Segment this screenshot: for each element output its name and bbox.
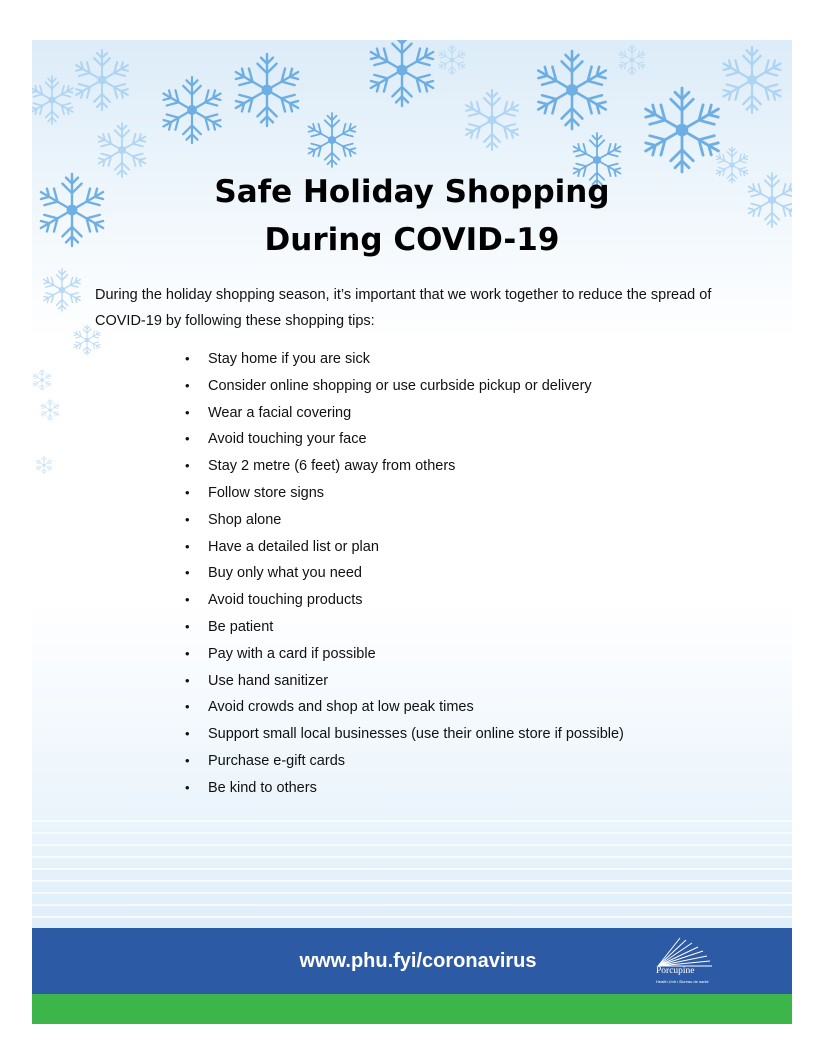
bullet-icon: • xyxy=(185,645,190,661)
intro-paragraph: During the holiday shopping season, it’s important that we work together to reduce the spread of COVID-19 by following these shopping tips: xyxy=(95,287,712,329)
bullet-icon: • xyxy=(185,726,190,742)
tip-text: Have a detailed list or plan xyxy=(208,538,379,555)
tip-text: Purchase e-gift cards xyxy=(208,752,346,769)
tip-text: Stay home if you are sick xyxy=(208,351,370,367)
tip-item xyxy=(185,560,624,587)
bullet-icon: • xyxy=(185,779,190,795)
page-title xyxy=(32,168,792,264)
tip-text: Use hand sanitizer xyxy=(208,672,329,689)
tip-text: Consider online shopping or use curbside pickup or delivery xyxy=(208,377,592,394)
porcupine-logo xyxy=(654,936,754,988)
footer-green-stripe xyxy=(32,994,792,1024)
tip-item xyxy=(185,373,624,400)
bullet-icon: • xyxy=(185,404,190,420)
background-stripes xyxy=(32,820,792,930)
tip-text: Be patient xyxy=(208,618,274,635)
tip-text: Stay 2 metre (6 feet) away from others xyxy=(208,458,456,475)
tip-item xyxy=(185,534,624,561)
logo-name: Porcupine xyxy=(656,966,695,976)
bullet-icon: • xyxy=(185,565,190,581)
tip-item xyxy=(185,775,624,802)
tip-item xyxy=(185,507,624,534)
tip-text: Avoid crowds and shop at low peak times xyxy=(208,699,474,716)
tip-text: Avoid touching products xyxy=(208,592,363,609)
bullet-icon: • xyxy=(185,431,190,447)
tip-item xyxy=(185,453,624,480)
tip-item xyxy=(185,694,624,721)
title-line-2: During COVID-19 xyxy=(264,222,560,258)
tip-text: Be kind to others xyxy=(208,779,317,796)
title-line-1: Safe Holiday Shopping xyxy=(214,174,610,210)
footer-bar xyxy=(32,928,792,994)
tip-item xyxy=(185,721,624,748)
logo-subtitle: Health Unit • Bureau de santé xyxy=(656,979,709,984)
tip-text: Follow store signs xyxy=(208,484,325,501)
flyer-page xyxy=(32,40,792,1024)
tip-item xyxy=(185,400,624,427)
bullet-icon: • xyxy=(185,484,190,500)
bullet-icon: • xyxy=(185,351,190,366)
tip-item xyxy=(185,641,624,668)
shopping-tips-list xyxy=(185,346,624,802)
tip-item xyxy=(185,346,624,373)
bullet-icon: • xyxy=(185,699,190,715)
bullet-icon: • xyxy=(185,458,190,474)
bullet-icon: • xyxy=(185,511,190,527)
tip-item xyxy=(185,426,624,453)
tip-item xyxy=(185,480,624,507)
tip-item xyxy=(185,668,624,695)
tip-text: Buy only what you need xyxy=(208,565,362,582)
tip-text: Support small local businesses (use their online store if possible) xyxy=(208,726,624,743)
bullet-icon: • xyxy=(185,538,190,554)
bullet-icon: • xyxy=(185,377,190,393)
bullet-icon: • xyxy=(185,618,190,634)
bullet-icon: • xyxy=(185,752,190,768)
tip-text: Shop alone xyxy=(208,511,282,528)
bullet-icon: • xyxy=(185,672,190,688)
tip-text: Pay with a card if possible xyxy=(208,645,376,662)
bullet-icon: • xyxy=(185,592,190,608)
tip-item xyxy=(185,748,624,775)
porcupine-quills-icon xyxy=(654,936,714,968)
tip-text: Avoid touching your face xyxy=(208,431,367,448)
tip-item xyxy=(185,614,624,641)
tip-text: Wear a facial covering xyxy=(208,404,352,421)
tip-item xyxy=(185,587,624,614)
footer-url-link[interactable]: www.phu.fyi/coronavirus xyxy=(299,950,537,972)
